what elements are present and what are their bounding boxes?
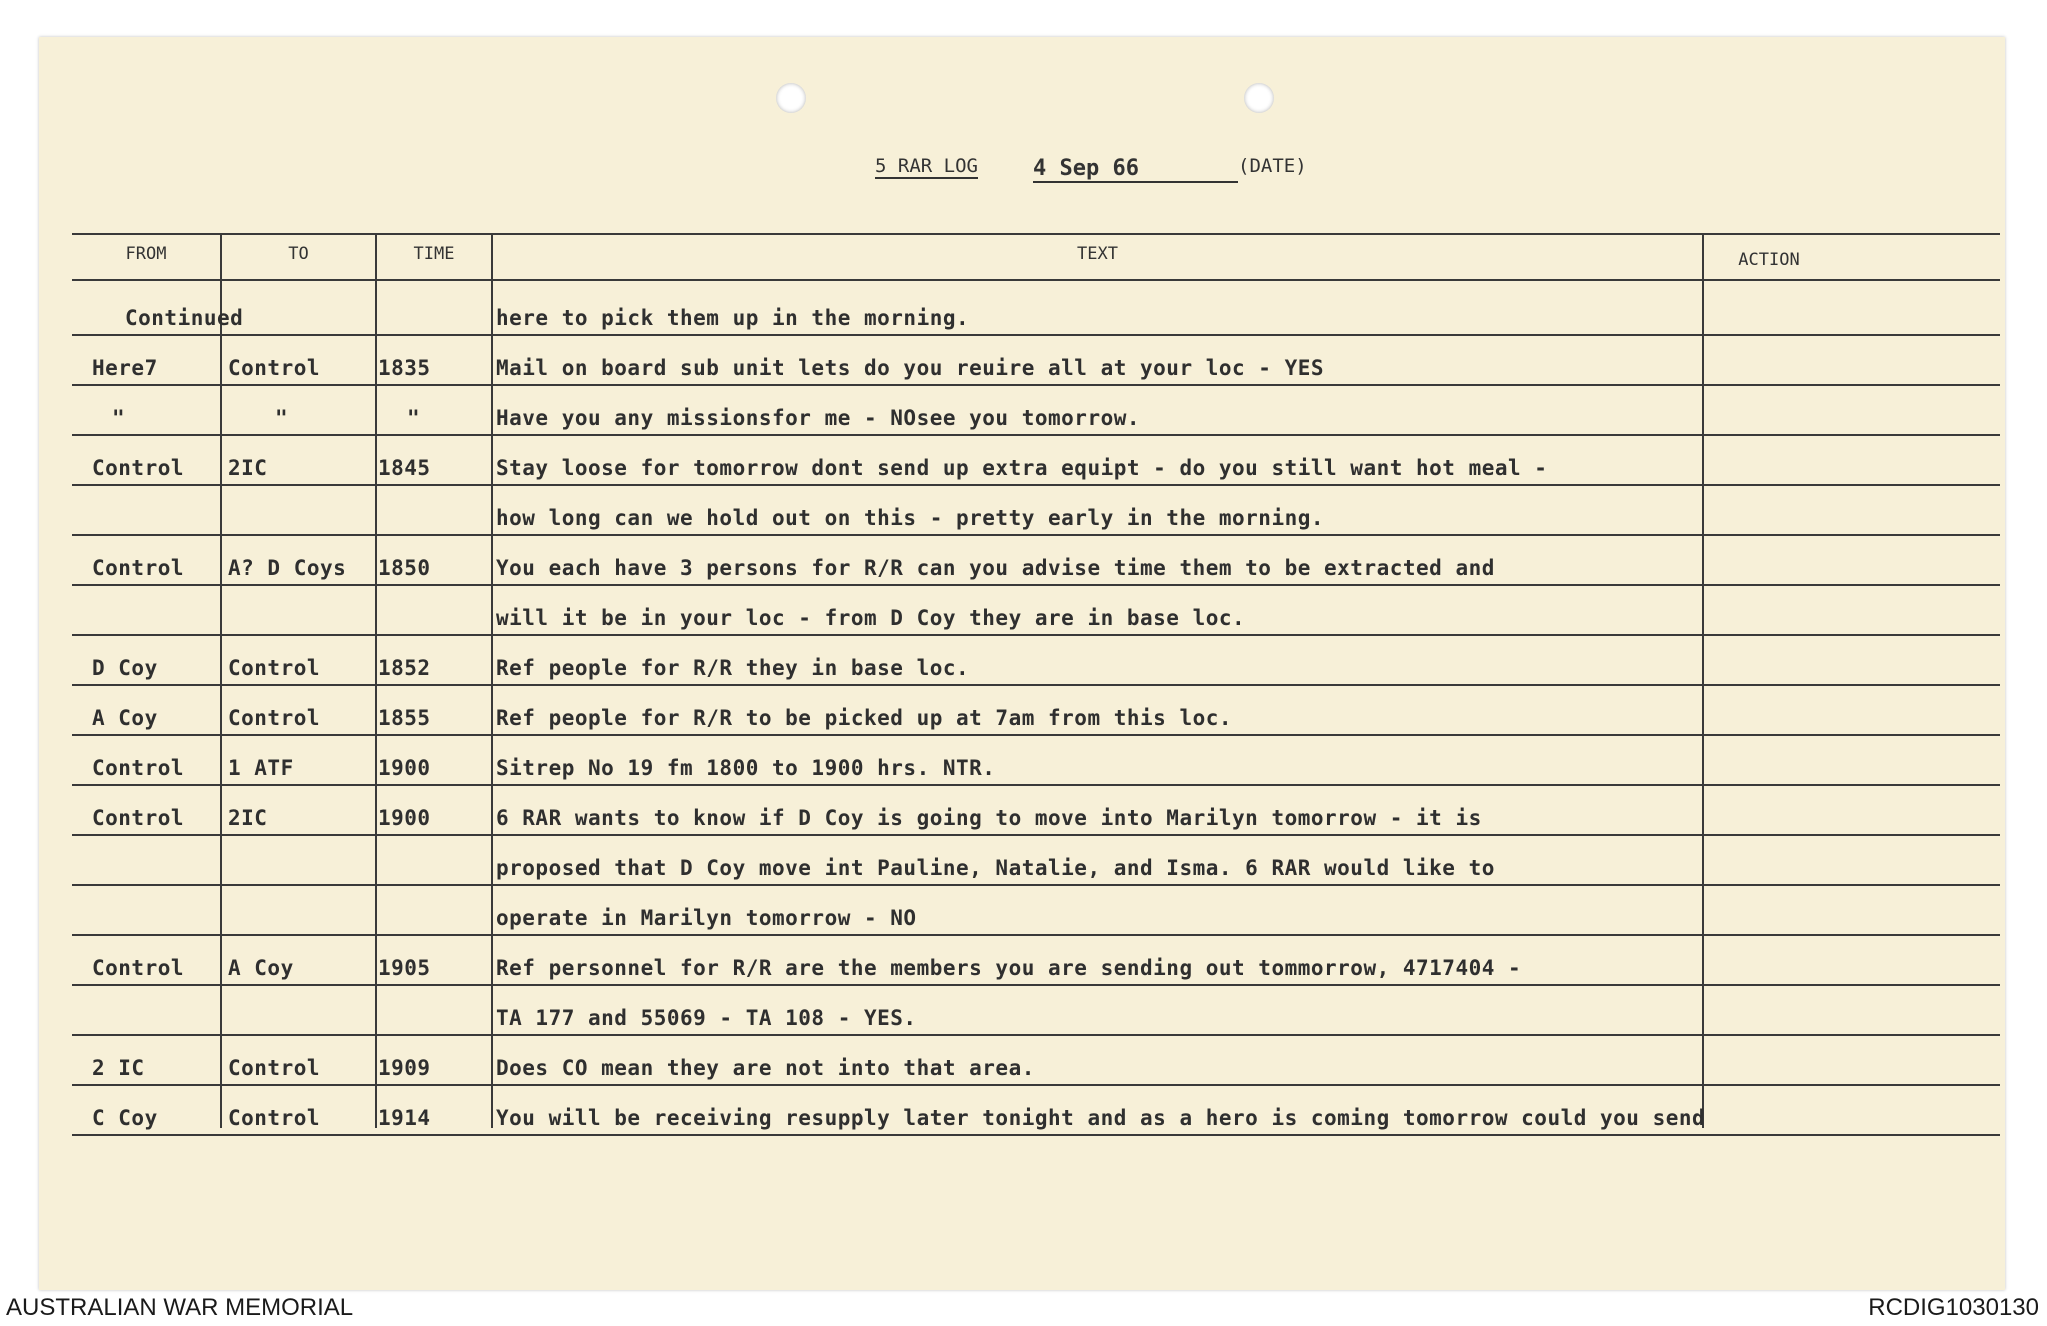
footer-reference: RCDIG1030130 [1868, 1294, 2039, 1321]
col-header-from: FROM [125, 244, 167, 264]
to-cell: 1 ATF [228, 756, 294, 780]
time-cell: 1900 [378, 806, 431, 830]
row-rule [72, 384, 2000, 386]
row-rule [72, 334, 2000, 336]
to-cell: Control [228, 356, 321, 380]
punch-hole [776, 83, 806, 113]
to-cell: Control [228, 1106, 321, 1130]
time-cell: 1845 [378, 456, 431, 480]
row-rule [72, 584, 2000, 586]
row-rule [72, 1034, 2000, 1036]
text-cell: will it be in your loc - from D Coy they are in base loc. [496, 606, 1246, 630]
text-cell: how long can we hold out on this - pretty early in the morning. [496, 506, 1325, 530]
row-rule [72, 484, 2000, 486]
text-cell: Mail on board sub unit lets do you reuire all at your loc - YES [496, 356, 1325, 380]
row-rule [72, 734, 2000, 736]
from-cell: Control [92, 556, 185, 580]
col-header-action: ACTION [1738, 250, 1800, 270]
row-rule [72, 684, 2000, 686]
col-header-time: TIME [413, 244, 455, 264]
from-cell: Control [92, 956, 185, 980]
text-cell: Ref people for R/R to be picked up at 7am from this loc. [496, 706, 1233, 730]
punch-hole [1244, 83, 1274, 113]
to-cell: A Coy [228, 956, 294, 980]
row-rule [72, 434, 2000, 436]
date-label: (DATE) [1238, 155, 1307, 177]
row-rule [72, 1084, 2000, 1086]
from-cell: " [112, 406, 126, 430]
to-cell: Control [228, 656, 321, 680]
time-cell: 1855 [378, 706, 431, 730]
log-date: 4 Sep 66 [1033, 156, 1238, 183]
log-sheet [39, 37, 2005, 1290]
text-cell: Ref people for R/R they in base loc. [496, 656, 970, 680]
text-cell: You will be receiving resupply later tonight and as a hero is coming tomorrow could you send [496, 1106, 1706, 1130]
time-cell: 1914 [378, 1106, 431, 1130]
to-cell: Control [228, 706, 321, 730]
time-cell: " [407, 406, 421, 430]
row-rule [72, 784, 2000, 786]
column-divider [375, 233, 377, 1128]
time-cell: 1909 [378, 1056, 431, 1080]
text-cell: Sitrep No 19 fm 1800 to 1900 hrs. NTR. [496, 756, 996, 780]
to-cell: 2IC [228, 806, 268, 830]
header-bottom-border [72, 279, 2000, 281]
column-divider [491, 233, 493, 1128]
text-cell: You each have 3 persons for R/R can you advise time them to be extracted and [496, 556, 1495, 580]
text-cell: Does CO mean they are not into that area. [496, 1056, 1035, 1080]
text-cell: 6 RAR wants to know if D Coy is going to move into Marilyn tomorrow - it is [496, 806, 1482, 830]
to-cell: " [275, 406, 289, 430]
footer-institution: AUSTRALIAN WAR MEMORIAL [6, 1294, 354, 1321]
from-cell: D Coy [92, 656, 158, 680]
to-cell: 2IC [228, 456, 268, 480]
from-cell: Control [92, 756, 185, 780]
time-cell: 1850 [378, 556, 431, 580]
text-cell: Have you any missionsfor me - NOsee you tomorrow. [496, 406, 1141, 430]
row-rule [72, 1134, 2000, 1136]
text-cell: proposed that D Coy move int Pauline, Natalie, and Isma. 6 RAR would like to [496, 856, 1495, 880]
row-rule [72, 984, 2000, 986]
text-cell: Stay loose for tomorrow dont send up extra equipt - do you still want hot meal - [496, 456, 1548, 480]
time-cell: 1835 [378, 356, 431, 380]
text-cell: operate in Marilyn tomorrow - NO [496, 906, 917, 930]
time-cell: 1852 [378, 656, 431, 680]
column-divider [220, 233, 222, 1128]
column-divider [1702, 233, 1704, 1128]
log-title [875, 155, 1335, 185]
from-cell: Continued [125, 306, 244, 330]
from-cell: C Coy [92, 1106, 158, 1130]
row-rule [72, 634, 2000, 636]
row-rule [72, 834, 2000, 836]
col-header-to: TO [288, 244, 309, 264]
row-rule [72, 884, 2000, 886]
table-top-border [72, 233, 2000, 235]
time-cell: 1900 [378, 756, 431, 780]
from-cell: Control [92, 456, 185, 480]
text-cell: Ref personnel for R/R are the members you are sending out tommorrow, 4717404 - [496, 956, 1522, 980]
text-cell: here to pick them up in the morning. [496, 306, 970, 330]
from-cell: Here7 [92, 356, 158, 380]
text-cell: TA 177 and 55069 - TA 108 - YES. [496, 1006, 917, 1030]
from-cell: 2 IC [92, 1056, 145, 1080]
to-cell: A? D Coys [228, 556, 347, 580]
from-cell: A Coy [92, 706, 158, 730]
row-rule [72, 934, 2000, 936]
time-cell: 1905 [378, 956, 431, 980]
from-cell: Control [92, 806, 185, 830]
to-cell: Control [228, 1056, 321, 1080]
log-name: 5 RAR LOG [875, 155, 978, 177]
col-header-text: TEXT [1077, 244, 1118, 264]
row-rule [72, 534, 2000, 536]
